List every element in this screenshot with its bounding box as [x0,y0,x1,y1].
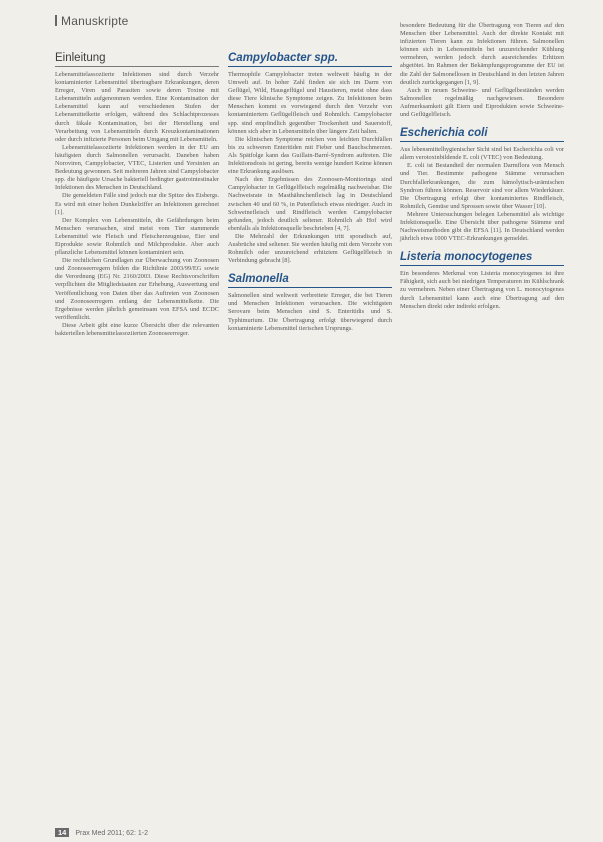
paragraph: Diese Arbeit gibt eine kurze Übersicht über die relevanten bakteriellen lebensmittelassoziierten Zoonoseerreger. [55,321,219,337]
journal-reference: Prax Med 2011; 62: 1-2 [75,830,148,837]
paragraph: Die gemeldeten Fälle sind jedoch nur die Spitze des Eisbergs. Es wird mit einer hohen Dunkelziffer an Infektionen gerechnet [1]. [55,192,219,216]
paragraph: Aus lebensmittelhygienischer Sicht sind bei Escherichia coli vor allem verotoxinbildende E. coli (VTEC) von Bedeutung. [400,146,564,162]
paragraph: Lebensmittelassoziierte Infektionen werden in der EU am häufigsten durch Salmonellen verursacht. Daneben haben Noroviren, Campylobacter, VTEC, Listerien und Yersinien an Bedeutung gewonnen. Seit mehreren Jahren sind Campylobacter spp. die häufigste Ursache bakteriell bedingter gastrointestinaler Infektionen des Menschen in Deutschland. [55,143,219,192]
paragraph: Die rechtlichen Grundlagen zur Überwachung von Zoonosen und Zoonoseerregern bilden die Richtlinie 2003/99/EG sowie die Verordnung (EG) Nr. 2160/2003. Diese Rechtsvorschriften verpflichten die Mitgliedstaaten zur Erhebung, Auswertung und Veröffentlichung von Daten über das Auftreten von Zoonosen und Zoonoseerregern entlang der Lebensmittelkette. Die Ergebnisse werden jährlich gemeinsam von EFSA und ECDC veröffentlicht. [55,257,219,321]
section-title-campylobacter: Campylobacter spp. [228,52,392,67]
paragraph: Nach den Ergebnissen des Zoonosen-Monitorings sind Campylobacter in Geflügelfleisch regelmäßig nachweisbar. Die Nachweisrate in Masthähnchenfleisch lag in Deutschland zwischen 40 und 60 %, in Putenfleisch etwas niedriger. Auch in Schweinefleisch und Rindfleisch werden Campylobacter gefunden, jedoch deutlich seltener. Rohmilch ab Hof wird ebenfalls als Infektionsquelle beschrieben [4, 7]. [228,176,392,232]
paragraph: E. coli ist Bestandteil der normalen Darmflora von Mensch und Tier. Bestimmte pathogene Stämme verursachen Durchfallerkrankungen, die zum hämolytisch-urämischen Syndrom führen können. Reservoir sind vor allem Wiederkäuer. Die Übertragung erfolgt über kontaminiertes Rindfleisch, Rohmilch, Gemüse und Sprossen sowie über Wasser [10]. [400,162,564,210]
paragraph: Salmonellen sind weltweit verbreitete Erreger, die bei Tieren und Menschen Infektionen verursachen. Die wichtigsten Serovare beim Menschen sind S. Enteritidis und S. Typhimurium. Die Übertragung erfolgt überwiegend durch kontaminierte Lebensmittel tierischen Ursprungs. [228,292,392,332]
page-header [55,14,129,28]
paragraph: Mehrere Untersuchungen belegen Lebensmittel als wichtige Infektionsquelle. Eine Übersicht über pathogene Stämme und Nachweismethoden gibt die EFSA [11]. In Deutschland werden jährlich etwa 1000 VTEC-Erkrankungen gemeldet. [400,210,564,243]
paragraph: Auch in neuen Schweine- und Geflügelbeständen werden Salmonellen regelmäßig nachgewiesen. Besondere Aufmerksamkeit gilt Eiern und Eiprodukten sowie Schweine- und Geflügelfleisch. [400,86,564,119]
section-title-escherichia-coli: Escherichia coli [400,127,564,142]
paragraph: besondere Bedeutung für die Übertragung von Tieren auf den Menschen über Lebensmittel. Auch der direkte Kontakt mit infizierten Tieren kann zu Infektionen führen. Salmonellen können sich in Lebensmitteln bei unzureichender Kühlung vermehren, werden jedoch durch ausreichendes Erhitzen abgetötet. Im Rahmen der Bekämpfungsprogramme der EU ist die Zahl der Salmonellosen in Deutschland in den letzten Jahren deutlich zurückgegangen [1, 9]. [400,22,564,86]
paragraph: Lebensmittelassoziierte Infektionen sind durch Verzehr kontaminierter Lebensmittel übertragbare Erkrankungen, deren Erreger, Viren und Parasiten sowie deren Toxine mit Lebensmitteln aufgenommen werden. Eine Kontamination der Lebensmittel kann auf verschiedenen Stufen der Lebensmittelkette erfolgen, während des Schlachtprozesses durch fäkale Kontamination, bei der Herstellung und Verarbeitung von Lebensmitteln durch Kreuzkontaminationen oder durch infizierte Personen beim Umgang mit Lebensmitteln. [55,71,219,143]
page-footer [55,828,148,837]
paragraph: Ein besonderes Merkmal von Listeria monocytogenes ist ihre Fähigkeit, sich auch bei niedrigen Temperaturen im Kühlschrank zu vermehren. Neben einer Übertragung von L. monocytogenes durch Lebensmittel kann auch eine Übertragung auf den Menschen direkt oder indirekt erfolgen. [400,270,564,310]
column-3 [400,22,564,311]
paragraph: Die klinischen Symptome reichen von leichten Durchfällen bis zu schweren Enteritiden mit Fieber und Bauchschmerzen. Als Spätfolge kann das Guillain-Barré-Syndrom auftreten. Die Infektionsdosis ist gering, bereits wenige hundert Keime können eine Erkrankung auslösen. [228,135,392,176]
paragraph: Der Komplex von Lebensmitteln, die Gefährdungen beim Menschen verursachen, sind meist vom Tier stammende Lebensmittel wie Fleisch und Fleischerzeugnisse, Eier und Eiprodukte sowie Rohmilch und Milchprodukte. Aber auch pflanzliche Lebensmittel können kontaminiert sein. [55,216,219,257]
paragraph: Thermophile Campylobacter treten weltweit häufig in der Umwelt auf. In hoher Zahl finden sie sich im Darm von Geflügel, Wild, Hausgeflügel und Haustieren, meist ohne dass diese Tiere klinische Symptome zeigen. Zu Infektionen beim Menschen kommt es vorwiegend durch den Verzehr von kontaminiertem Geflügelfleisch und Rohmilch. Campylobacter spp. sind empfindlich gegenüber Trockenheit und Sauerstoff, können sich aber in Lebensmitteln über längere Zeit halten. [228,71,392,135]
page-number: 14 [55,828,69,837]
paragraph: Die Mehrzahl der Erkrankungen tritt sporadisch auf, Ausbrüche sind seltener. Sie werden häufig mit dem Verzehr von Rohmilch oder unzureichend erhitztem Geflügelfleisch in Verbindung gebracht [8]. [228,232,392,265]
header-label: Manuskripte [61,14,129,28]
column-1 [55,52,219,338]
header-bar [55,15,57,26]
column-2 [228,52,392,333]
section-title-salmonella: Salmonella [228,273,392,288]
section-title-listeria: Listeria monocytogenes [400,251,564,266]
section-title-einleitung: Einleitung [55,52,219,67]
